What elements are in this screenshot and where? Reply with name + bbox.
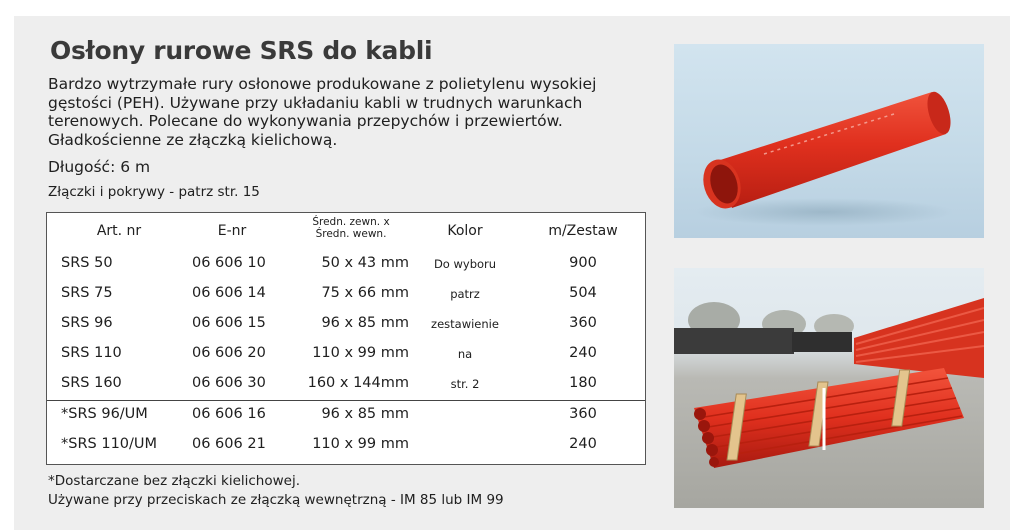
header-m-zestaw: m/Zestaw — [548, 223, 618, 239]
single-pipe-illustration — [674, 44, 984, 238]
cell-e-nr: 06 606 15 — [192, 315, 266, 331]
cell-diameter: 160 x 144mm — [307, 375, 409, 391]
table-row — [47, 369, 645, 399]
cell-m-zestaw: 180 — [569, 375, 597, 391]
cell-art-nr: SRS 75 — [61, 285, 113, 301]
table-row — [47, 249, 645, 279]
cell-art-nr: SRS 50 — [61, 255, 113, 271]
cell-diameter: 96 x 85 mm — [321, 406, 409, 422]
footnote-line: *Dostarczane bez złączki kielichowej. — [48, 473, 301, 489]
cell-kolor: Do wyboru — [433, 257, 497, 271]
table-header — [47, 213, 645, 249]
footnote — [48, 472, 504, 510]
page-title: Osłony rurowe SRS do kabli — [50, 36, 433, 65]
cell-diameter: 96 x 85 mm — [321, 315, 409, 331]
product-length: Długość: 6 m — [48, 158, 151, 176]
cell-e-nr: 06 606 10 — [192, 255, 266, 271]
table-row — [47, 279, 645, 309]
description-line: gęstości (PEH). Używane przy układaniu kabli w trudnych warunkach — [48, 93, 583, 112]
cell-art-nr: SRS 96 — [61, 315, 113, 331]
cell-art-nr: SRS 110 — [61, 345, 122, 361]
cell-art-nr: SRS 160 — [61, 375, 122, 391]
cell-diameter: 110 x 99 mm — [312, 345, 409, 361]
table-row — [47, 309, 645, 339]
cell-kolor: str. 2 — [450, 377, 480, 391]
cell-m-zestaw: 360 — [569, 406, 597, 422]
table-row — [47, 400, 645, 430]
header-kolor: Kolor — [447, 223, 483, 239]
cell-diameter: 50 x 43 mm — [321, 255, 409, 271]
header-diameter-inner: Średn. wewn. — [315, 228, 387, 240]
footnote-line: Używane przy przeciskach ze złączką wewnętrzną - IM 85 lub IM 99 — [48, 492, 504, 508]
product-description — [48, 75, 648, 149]
description-line: Bardzo wytrzymałe rury osłonowe produkowane z polietylenu wysokiej — [48, 75, 597, 93]
cell-kolor: patrz — [450, 287, 480, 301]
header-diameter-outer: Średn. zewn. x — [312, 216, 390, 228]
product-table — [46, 212, 646, 465]
cell-e-nr: 06 606 14 — [192, 285, 266, 301]
description-line: terenowych. Polecane do wykonywania przepychów i przewiertów. — [48, 112, 563, 130]
cell-kolor: na — [457, 347, 473, 361]
header-e-nr: E-nr — [217, 223, 247, 239]
header-diameter — [291, 216, 411, 240]
cell-e-nr: 06 606 21 — [192, 436, 266, 452]
cell-m-zestaw: 240 — [569, 436, 597, 452]
cell-kolor: zestawienie — [431, 317, 499, 331]
table-row — [47, 430, 645, 460]
description-line: Gładkościenne ze złączką kielichową. — [48, 130, 338, 149]
table-row — [47, 339, 645, 369]
cell-m-zestaw: 360 — [569, 315, 597, 331]
fittings-note: Złączki i pokrywy - patrz str. 15 — [48, 184, 260, 200]
cell-diameter: 110 x 99 mm — [312, 436, 409, 452]
header-art-nr: Art. nr — [96, 223, 142, 239]
cell-m-zestaw: 900 — [569, 255, 597, 271]
cell-e-nr: 06 606 30 — [192, 375, 266, 391]
pipe-bundles-photo — [674, 268, 984, 508]
cell-m-zestaw: 240 — [569, 345, 597, 361]
cell-m-zestaw: 504 — [569, 285, 597, 301]
cell-art-nr: *SRS 96/UM — [61, 406, 148, 422]
pipe-bundles-illustration — [674, 268, 984, 508]
cell-e-nr: 06 606 16 — [192, 406, 266, 422]
cell-e-nr: 06 606 20 — [192, 345, 266, 361]
cell-art-nr: *SRS 110/UM — [61, 436, 158, 452]
cell-diameter: 75 x 66 mm — [321, 285, 409, 301]
single-pipe-photo — [674, 44, 984, 238]
